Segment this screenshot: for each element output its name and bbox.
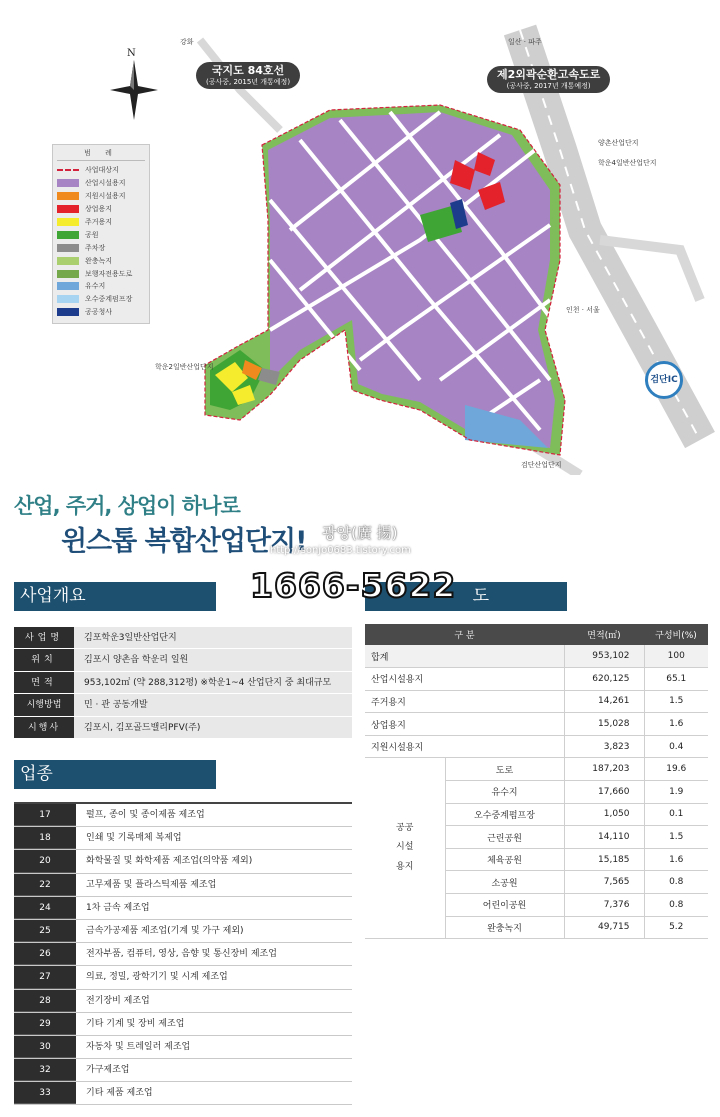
industry-code: 33	[14, 1082, 76, 1104]
landuse-ratio: 5.2	[644, 916, 708, 939]
industry-name: 고무제품 및 플라스틱제품 제조업	[86, 879, 217, 890]
industry-row	[14, 1013, 352, 1036]
legend-label: 산업시설용지	[85, 179, 126, 188]
legend-swatch	[57, 295, 79, 303]
overview-row	[14, 626, 352, 648]
legend-title: 범 례	[57, 148, 145, 161]
industry-name: 펄프, 종이 및 종이제품 제조업	[86, 810, 205, 820]
callout-ring-expressway	[487, 66, 610, 93]
legend-swatch	[57, 244, 79, 252]
landuse-ratio: 1.5	[644, 826, 708, 849]
industry-code: 30	[14, 1036, 76, 1058]
legend-swatch	[57, 179, 79, 187]
landuse-ratio: 19.6	[644, 758, 708, 781]
legend-item	[57, 190, 145, 203]
industry-row	[14, 874, 352, 897]
industry-row	[14, 1082, 352, 1105]
industry-code: 28	[14, 990, 76, 1012]
legend-item	[57, 177, 145, 190]
landuse-header-ratio: 구성비(%)	[644, 624, 708, 645]
compass-north-label: N	[127, 48, 136, 59]
landuse-name: 오수중계펌프장	[445, 803, 564, 826]
industry-code: 29	[14, 1013, 76, 1035]
overview-key: 위치	[14, 649, 74, 670]
label-gangwha: 강화	[180, 38, 194, 46]
landuse-area: 1,050	[564, 803, 644, 826]
overview-value: 김포시, 김포골드밸리PFV(주)	[74, 717, 352, 738]
landuse-group-label	[365, 758, 445, 939]
landuse-ratio: 0.1	[644, 803, 708, 826]
landuse-body	[365, 645, 708, 939]
overview-key: 면적	[14, 672, 74, 693]
landuse-row	[365, 645, 708, 668]
geomdan-ic-badge: 검단IC	[645, 361, 683, 399]
landuse-ratio: 100	[644, 645, 708, 668]
landuse-group-label-line: 용지	[396, 862, 414, 873]
industry-row	[14, 850, 352, 873]
label-hakun4: 학운4일반산업단지	[598, 159, 657, 167]
legend-item	[57, 241, 145, 254]
landuse-name: 도로	[445, 758, 564, 781]
overview-value: 953,102㎡ (약 288,312평) ※학운1~4 산업단지 중 최대규모	[74, 672, 352, 693]
legend-swatch	[57, 169, 79, 171]
label-incheon: 인천 · 서울	[566, 306, 600, 314]
overview-row	[14, 671, 352, 693]
industry-name: 가구제조업	[86, 1065, 130, 1076]
industry-name: 전자부품, 컴퓨터, 영상, 음향 및 통신장비 제조업	[86, 949, 277, 960]
landuse-area: 953,102	[564, 645, 644, 668]
landuse-header-category: 구 분	[365, 624, 564, 645]
legend-item	[57, 267, 145, 280]
landuse-name: 주거용지	[365, 690, 564, 713]
landuse-area: 187,203	[564, 758, 644, 781]
industry-code: 27	[14, 966, 76, 988]
industry-row	[14, 897, 352, 920]
landuse-ratio: 1.5	[644, 690, 708, 713]
industry-table	[14, 802, 352, 1105]
landuse-name: 합계	[365, 645, 564, 668]
landuse-row	[365, 735, 708, 758]
landuse-name: 어린이공원	[445, 894, 564, 917]
landuse-ratio: 1.6	[644, 848, 708, 871]
legend-swatch	[57, 282, 79, 290]
landuse-group-label-line: 시설	[396, 842, 414, 853]
legend-label: 상업용지	[85, 205, 113, 214]
industry-name: 금속가공제품 제조업(기계 및 가구 제외)	[86, 925, 244, 936]
industry-code: 26	[14, 943, 76, 965]
industry-row	[14, 804, 352, 827]
landuse-public-row	[365, 758, 708, 781]
watermark-url: http://sonjo0683.tistory.com	[270, 545, 411, 556]
legend-items	[57, 164, 145, 319]
industry-name: 기타 제품 제조업	[86, 1088, 153, 1099]
legend-label: 완충녹지	[85, 256, 113, 265]
label-ilsan: 일산 · 파주	[508, 38, 542, 46]
landuse-ratio: 0.4	[644, 735, 708, 758]
landuse-name: 완충녹지	[445, 916, 564, 939]
callout-route84-note: (공사중, 2015년 개통예정)	[206, 77, 291, 86]
map-legend	[52, 144, 150, 324]
overview-value: 김포학운3일반산업단지	[74, 627, 352, 648]
landuse-row	[365, 690, 708, 713]
industry-code: 32	[14, 1059, 76, 1081]
site-map	[0, 0, 720, 475]
legend-swatch	[57, 192, 79, 200]
callout-ring-title: 제2외곽순환고속도로	[497, 68, 601, 81]
landuse-name: 유수지	[445, 781, 564, 804]
legend-label: 유수지	[85, 282, 106, 291]
landuse-area: 17,660	[564, 781, 644, 804]
label-yangchon: 양촌산업단지	[598, 139, 639, 147]
industry-code: 25	[14, 920, 76, 942]
overview-table	[14, 626, 352, 738]
legend-swatch	[57, 218, 79, 226]
legend-label: 지원시설용지	[85, 192, 126, 201]
landuse-row	[365, 713, 708, 736]
legend-item	[57, 293, 145, 306]
legend-swatch	[57, 257, 79, 265]
industry-name: 전기장비 제조업	[86, 995, 150, 1006]
callout-route84-title: 국지도 84호선	[211, 64, 285, 77]
industry-name: 자동차 및 트레일러 제조업	[86, 1041, 191, 1052]
overview-key: 사업명	[14, 627, 74, 648]
legend-item	[57, 203, 145, 216]
industry-name: 화학물질 및 화학제품 제조업(의약품 제외)	[86, 856, 253, 867]
industry-code: 22	[14, 874, 76, 896]
landuse-name: 지원시설용지	[365, 735, 564, 758]
industry-row	[14, 1036, 352, 1059]
legend-label: 사업대상지	[85, 166, 119, 175]
landuse-ratio: 1.6	[644, 713, 708, 736]
legend-label: 주차장	[85, 243, 106, 252]
overview-row	[14, 648, 352, 670]
compass-star-icon	[110, 60, 158, 120]
industry-name: 인쇄 및 기록매체 복제업	[86, 833, 182, 844]
landuse-area: 7,376	[564, 894, 644, 917]
callout-ring-note: (공사중, 2017년 개통예정)	[506, 81, 591, 90]
landuse-name: 소공원	[445, 871, 564, 894]
landuse-area: 15,185	[564, 848, 644, 871]
legend-swatch	[57, 270, 79, 278]
landuse-area: 15,028	[564, 713, 644, 736]
legend-item	[57, 228, 145, 241]
legend-swatch	[57, 308, 79, 316]
industry-row	[14, 966, 352, 989]
overview-key: 시행방법	[14, 694, 74, 715]
industry-row	[14, 943, 352, 966]
overview-row	[14, 693, 352, 715]
landuse-ratio: 65.1	[644, 668, 708, 691]
landuse-name: 체육공원	[445, 848, 564, 871]
compass-rose	[110, 48, 158, 118]
landuse-name: 근린공원	[445, 826, 564, 849]
industry-code: 20	[14, 850, 76, 872]
section-title-industry: 업종	[14, 760, 216, 789]
landuse-area: 620,125	[564, 668, 644, 691]
callout-route84	[196, 62, 300, 89]
industry-code: 18	[14, 827, 76, 849]
landuse-area: 14,261	[564, 690, 644, 713]
landuse-table	[365, 624, 708, 939]
legend-item	[57, 216, 145, 229]
landuse-row	[365, 668, 708, 691]
industry-row	[14, 1059, 352, 1082]
legend-item	[57, 306, 145, 319]
landuse-ratio: 1.9	[644, 781, 708, 804]
legend-swatch	[57, 231, 79, 239]
legend-item	[57, 280, 145, 293]
legend-label: 공원	[85, 230, 99, 239]
phone-number: 1666-5622	[250, 566, 457, 605]
landuse-name: 산업시설용지	[365, 668, 564, 691]
legend-label: 공공청사	[85, 308, 113, 317]
landuse-area: 7,565	[564, 871, 644, 894]
overview-row	[14, 716, 352, 738]
industry-name: 1차 금속 제조업	[86, 902, 150, 913]
landuse-area: 14,110	[564, 826, 644, 849]
landuse-group-label-line: 공공	[396, 822, 414, 833]
headline-title: 윈스톱 복합산업단지!	[61, 526, 307, 557]
industry-name: 기타 기계 및 장비 제조업	[86, 1018, 185, 1029]
overview-value: 김포시 양촌읍 학운리 일원	[74, 649, 352, 670]
landuse-ratio: 0.8	[644, 871, 708, 894]
industry-name: 의료, 정밀, 광학기기 및 시계 제조업	[86, 972, 228, 983]
industry-code: 24	[14, 897, 76, 919]
legend-label: 주거용지	[85, 218, 113, 226]
label-hakun2: 학운2일반산업단지	[155, 363, 214, 371]
legend-label: 오수중계펌프장	[85, 295, 133, 304]
headline-tagline: 산업, 주거, 상업이 하나로	[14, 494, 240, 518]
overview-value: 민 · 관 공동개발	[74, 694, 352, 715]
industry-code: 17	[14, 804, 76, 826]
section-title-overview: 사업개요	[14, 582, 216, 611]
overview-key: 시행사	[14, 717, 74, 738]
landuse-ratio: 0.8	[644, 894, 708, 917]
legend-item	[57, 164, 145, 177]
label-geomdan: 검단산업단지	[521, 461, 562, 469]
landuse-area: 49,715	[564, 916, 644, 939]
landuse-header-area: 면적(㎡)	[564, 624, 644, 645]
industry-row	[14, 827, 352, 850]
landuse-area: 3,823	[564, 735, 644, 758]
section-title-landuse: 도	[365, 582, 567, 611]
legend-item	[57, 254, 145, 267]
industry-row	[14, 920, 352, 943]
landuse-header-row	[365, 624, 708, 645]
legend-label: 보행자전용도로	[85, 269, 133, 278]
landuse-name: 상업용지	[365, 713, 564, 736]
industry-row	[14, 990, 352, 1013]
watermark-name: 광양(廣 揚)	[322, 524, 398, 542]
legend-swatch	[57, 205, 79, 213]
